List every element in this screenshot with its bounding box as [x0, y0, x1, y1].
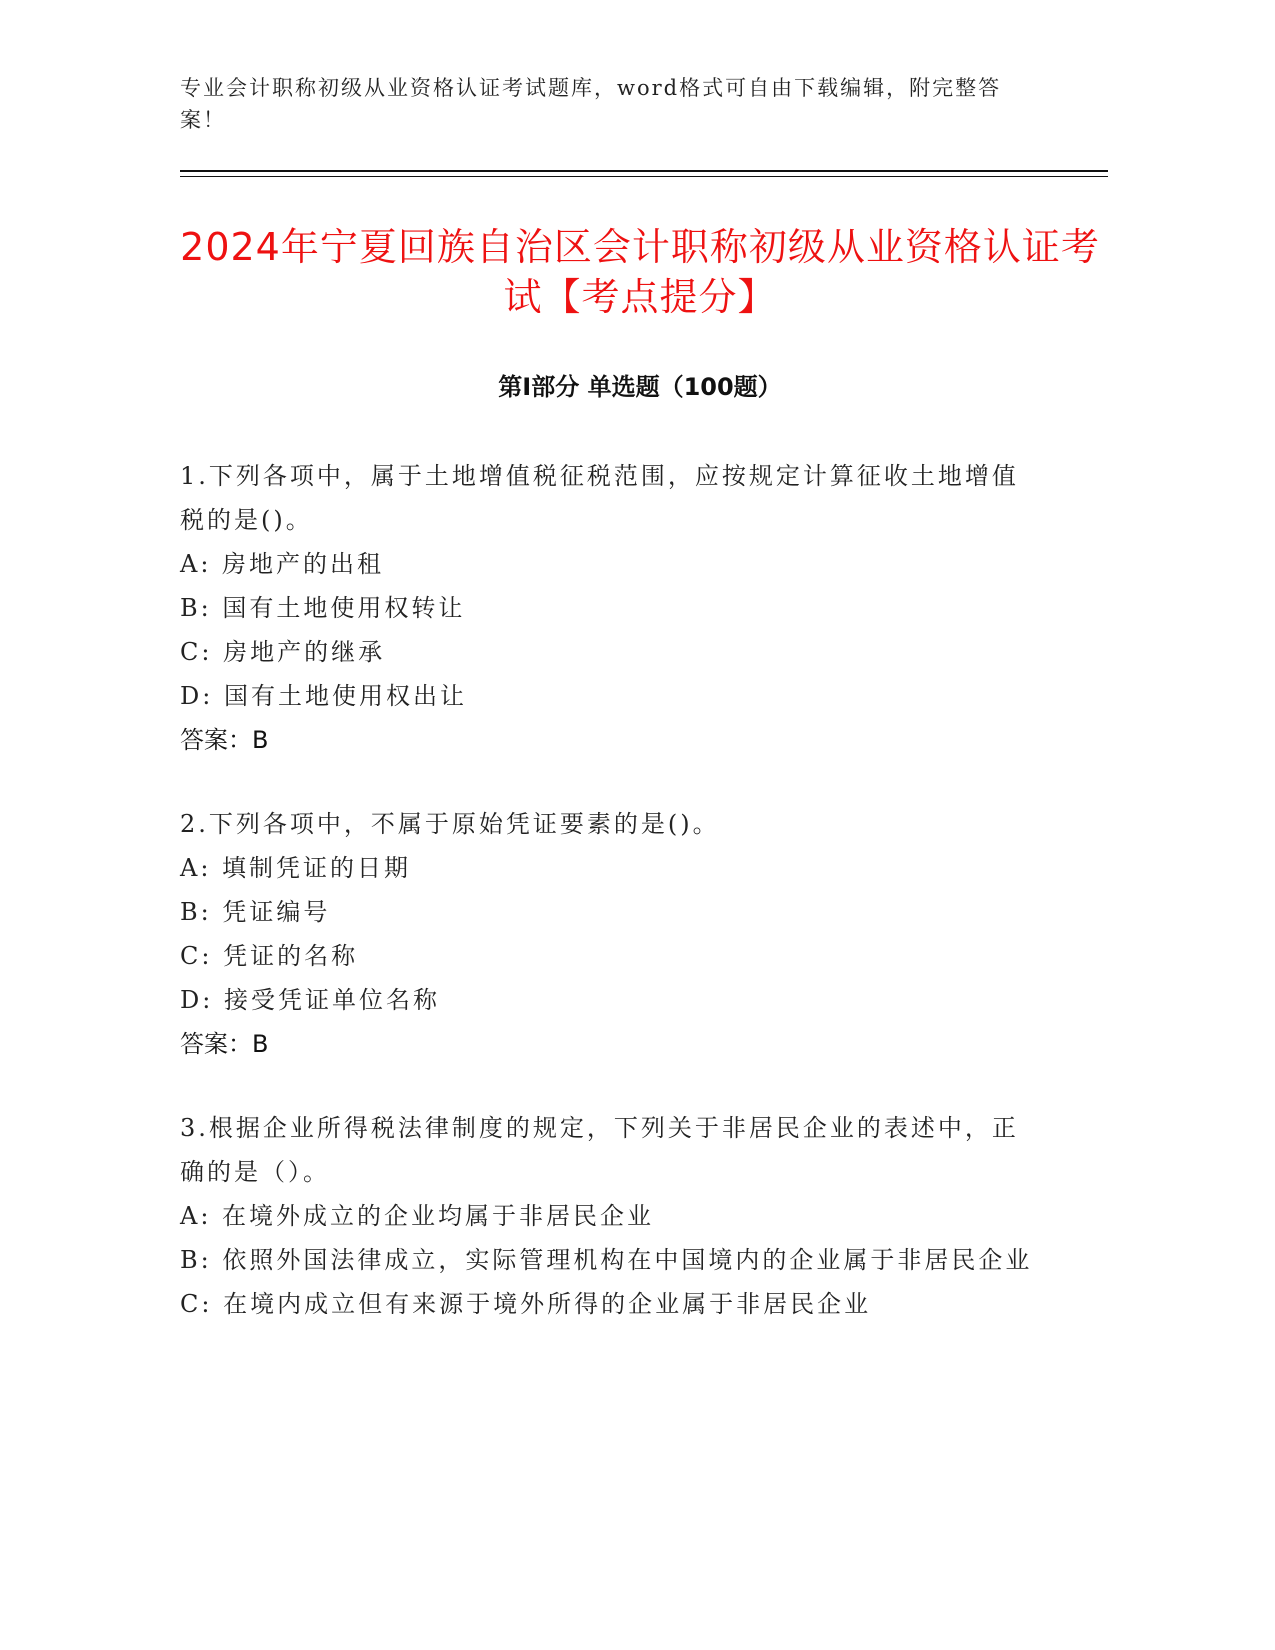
question-stem: 1.下列各项中，属于土地增值税征税范围，应按规定计算征收土地增值税的是()。	[180, 462, 1019, 534]
option-a: A: 填制凭证的日期	[180, 854, 412, 882]
answer: 答案：B	[180, 1030, 269, 1058]
question-2	[180, 802, 1040, 1066]
header-rule-thin	[180, 176, 1108, 177]
option-c: C: 在境内成立但有来源于境外所得的企业属于非居民企业	[180, 1290, 872, 1318]
question-list	[180, 454, 1040, 1366]
option-d: D: 国有土地使用权出让	[180, 682, 467, 710]
option-b: B: 国有土地使用权转让	[180, 594, 466, 622]
option-c: C: 凭证的名称	[180, 942, 359, 970]
section-title: 第I部分 单选题（100题）	[498, 373, 782, 401]
question-1	[180, 454, 1040, 762]
answer: 答案：B	[180, 726, 269, 754]
option-b: B: 依照外国法律成立，实际管理机构在中国境内的企业属于非居民企业	[180, 1246, 1033, 1274]
option-a: A: 房地产的出租	[180, 550, 385, 578]
question-3	[180, 1106, 1040, 1326]
option-b: B: 凭证编号	[180, 898, 331, 926]
header-rule-thick	[180, 170, 1108, 172]
question-stem: 3.根据企业所得税法律制度的规定，下列关于非居民企业的表述中，正确的是（）。	[180, 1114, 1019, 1186]
option-d: D: 接受凭证单位名称	[180, 986, 440, 1014]
document-title: 2024年宁夏回族自治区会计职称初级从业资格认证考试【考点提分】	[180, 225, 1100, 319]
option-a: A: 在境外成立的企业均属于非居民企业	[180, 1202, 655, 1230]
header-note: 专业会计职称初级从业资格认证考试题库，word格式可自由下载编辑，附完整答案！	[180, 76, 1002, 132]
option-c: C: 房地产的继承	[180, 638, 386, 666]
question-stem: 2.下列各项中，不属于原始凭证要素的是()。	[180, 810, 720, 838]
